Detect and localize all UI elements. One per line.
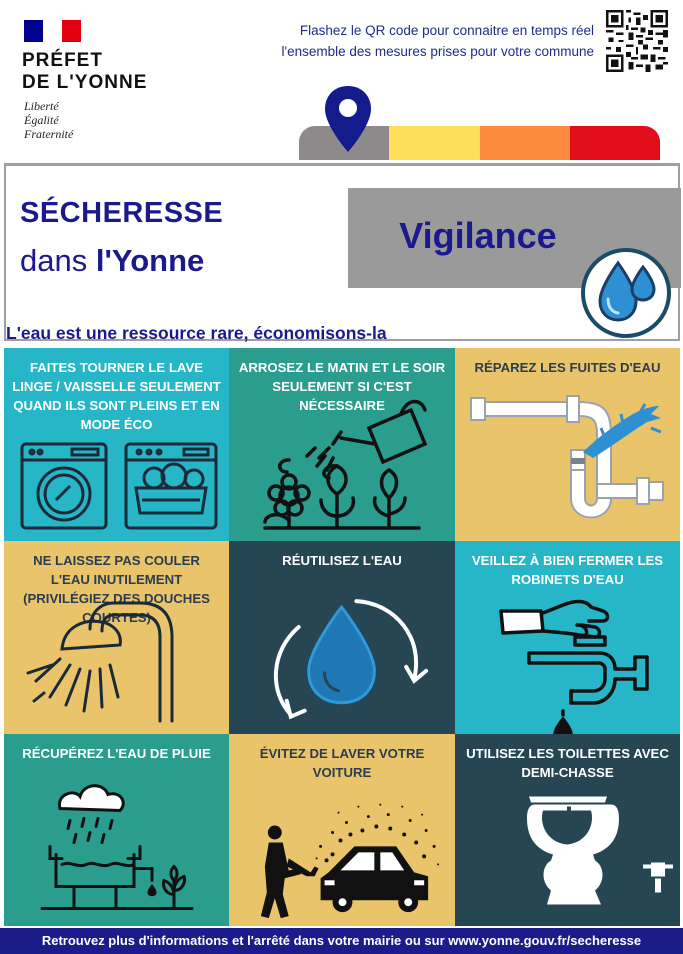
level-label: Vigilance	[399, 215, 557, 256]
tip-card-shower	[4, 541, 229, 734]
tip-text: ÉVITEZ DE LAVER VOTRE VOITURE	[259, 746, 425, 780]
tagline: L'eau est une ressource rare, économisons-la	[6, 323, 387, 343]
shower-icon	[4, 541, 229, 734]
flag-white	[43, 20, 62, 42]
flag-blue	[24, 20, 43, 42]
page-title: SÉCHERESSE	[20, 197, 224, 229]
car-wash-icon	[229, 734, 454, 926]
tip-card-taps	[455, 541, 680, 734]
tips-grid	[4, 348, 680, 926]
qr-instruction	[222, 20, 594, 62]
tip-card-leaks	[455, 348, 680, 541]
tip-card-washing	[4, 348, 229, 541]
footer-info: Retrouvez plus d'informations et l'arrêté dans votre mairie ou sur www.yonne.gouv.fr/secheresse	[0, 928, 683, 954]
watering-can-icon	[229, 348, 454, 541]
rainwater-icon	[4, 734, 229, 926]
prefecture-name-line1: PRÉFET	[22, 50, 103, 71]
qr-instruction-line2: l'ensemble des mesures prises pour votre commune	[281, 44, 594, 59]
subtitle-department: l'Yonne	[95, 243, 205, 278]
tip-text: NE LAISSEZ PAS COULER L'EAU INUTILEMENT (PRIVILÉGIEZ DES DOUCHES COURTES)	[23, 553, 210, 625]
tip-card-watering	[229, 348, 455, 541]
tip-text: ARROSEZ LE MATIN ET LE SOIR SEULEMENT SI C'EST NÉCESSAIRE	[238, 360, 446, 413]
tip-card-reuse	[229, 541, 455, 734]
tap-icon	[455, 541, 680, 734]
water-drops-icon	[580, 247, 672, 339]
motto-liberte: Liberté	[24, 99, 59, 113]
motto-egalite: Égalité	[24, 113, 59, 127]
motto-fraternite: Fraternité	[24, 127, 74, 141]
tip-text: VEILLEZ À BIEN FERMER LES ROBINETS D'EAU	[471, 553, 664, 587]
french-flag-icon	[24, 20, 81, 42]
subtitle-prefix: dans	[20, 243, 96, 278]
page-subtitle	[20, 243, 204, 279]
tip-text: RÉCUPÉREZ L'EAU DE PLUIE	[22, 746, 211, 761]
tip-text: RÉUTILISEZ L'EAU	[282, 553, 402, 568]
tip-card-toilet	[455, 734, 680, 926]
gauge-level-crise	[570, 126, 660, 160]
leaking-pipe-icon	[455, 348, 680, 541]
qr-code-icon[interactable]	[606, 10, 668, 72]
location-pin-icon	[322, 84, 374, 154]
tip-text: RÉPAREZ LES FUITES D'EAU	[474, 360, 661, 375]
tip-card-carwash	[229, 734, 455, 926]
water-recycle-icon	[229, 541, 454, 734]
washing-machine-dishwasher-icon	[4, 348, 229, 541]
gauge-level-alerte	[389, 126, 479, 160]
qr-instruction-line1: Flashez le QR code pour connaitre en temps réel	[299, 23, 594, 38]
flag-red	[62, 20, 81, 42]
tip-text: FAITES TOURNER LE LAVE LINGE / VAISSELLE SEULEMENT QUAND ILS SONT PLEINS ET EN MODE ÉCO	[12, 360, 221, 432]
tip-text: UTILISEZ LES TOILETTES AVEC DEMI-CHASSE	[466, 746, 669, 780]
gauge-level-alerte-renforcee	[480, 126, 570, 160]
prefecture-name-line2: DE L'YONNE	[22, 72, 148, 93]
tip-card-rainwater	[4, 734, 229, 926]
toilet-icon	[455, 734, 680, 926]
